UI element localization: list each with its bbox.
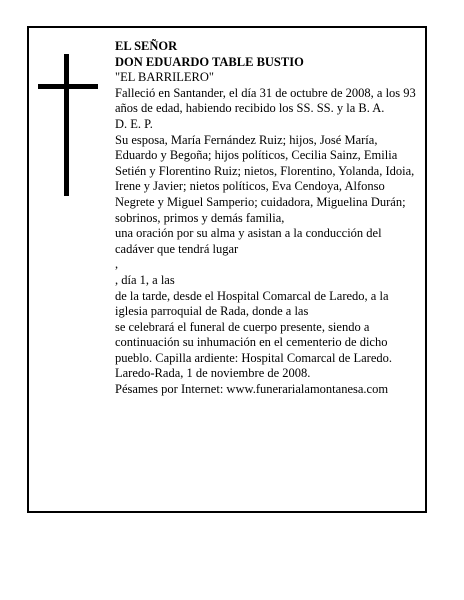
death-statement: Falleció en Santander, el día 31 de octubre de 2008, a los 93 años de edad, habiendo recibido los SS. SS. y la B. A. <box>115 85 416 116</box>
afternoon-line: de la tarde, desde el Hospital Comarcal de Laredo, a la iglesia parroquial de Rada, donde a las <box>115 288 389 319</box>
obituary-text <box>115 39 420 398</box>
deceased-name: DON EDUARDO TABLE BUSTIO <box>115 54 304 69</box>
comma-line: , <box>115 257 119 272</box>
family-list: Su esposa, María Fernández Ruiz; hijos, José María, Eduardo y Begoña; hijos políticos, Cecilia Sainz, Emilia Setién y Florentino Ruiz; nietos, Florentino, Yolanda, Idoia, Irene y Javier; nietos políticos, Eva Cendoya, Alfonso Negrete y Miguel Samperio; cuidadora, Miguelina Durán; sobrinos, primos y demás familia, <box>115 132 415 225</box>
day-line: , día 1, a las <box>115 272 175 287</box>
cross-vertical-bar <box>64 54 69 196</box>
cross-horizontal-bar <box>38 84 98 89</box>
deceased-nickname: "EL BARRILERO" <box>115 70 214 85</box>
place-date: Laredo-Rada, 1 de noviembre de 2008. <box>115 366 311 381</box>
condolences-line: Pésames por Internet: www.funerarialamontanesa.com <box>115 382 389 397</box>
dep-line: D. E. P. <box>115 116 153 131</box>
prayer-request: una oración por su alma y asistan a la conducción del cadáver que tendrá lugar <box>115 226 382 256</box>
funeral-line: se celebrará el funeral de cuerpo presente, siendo a continuación su inhumación en el cementerio de dicho pueblo. Capilla ardiente: Hospital Comarcal de Laredo. <box>115 319 392 365</box>
obituary-title: EL SEÑOR <box>115 39 178 53</box>
